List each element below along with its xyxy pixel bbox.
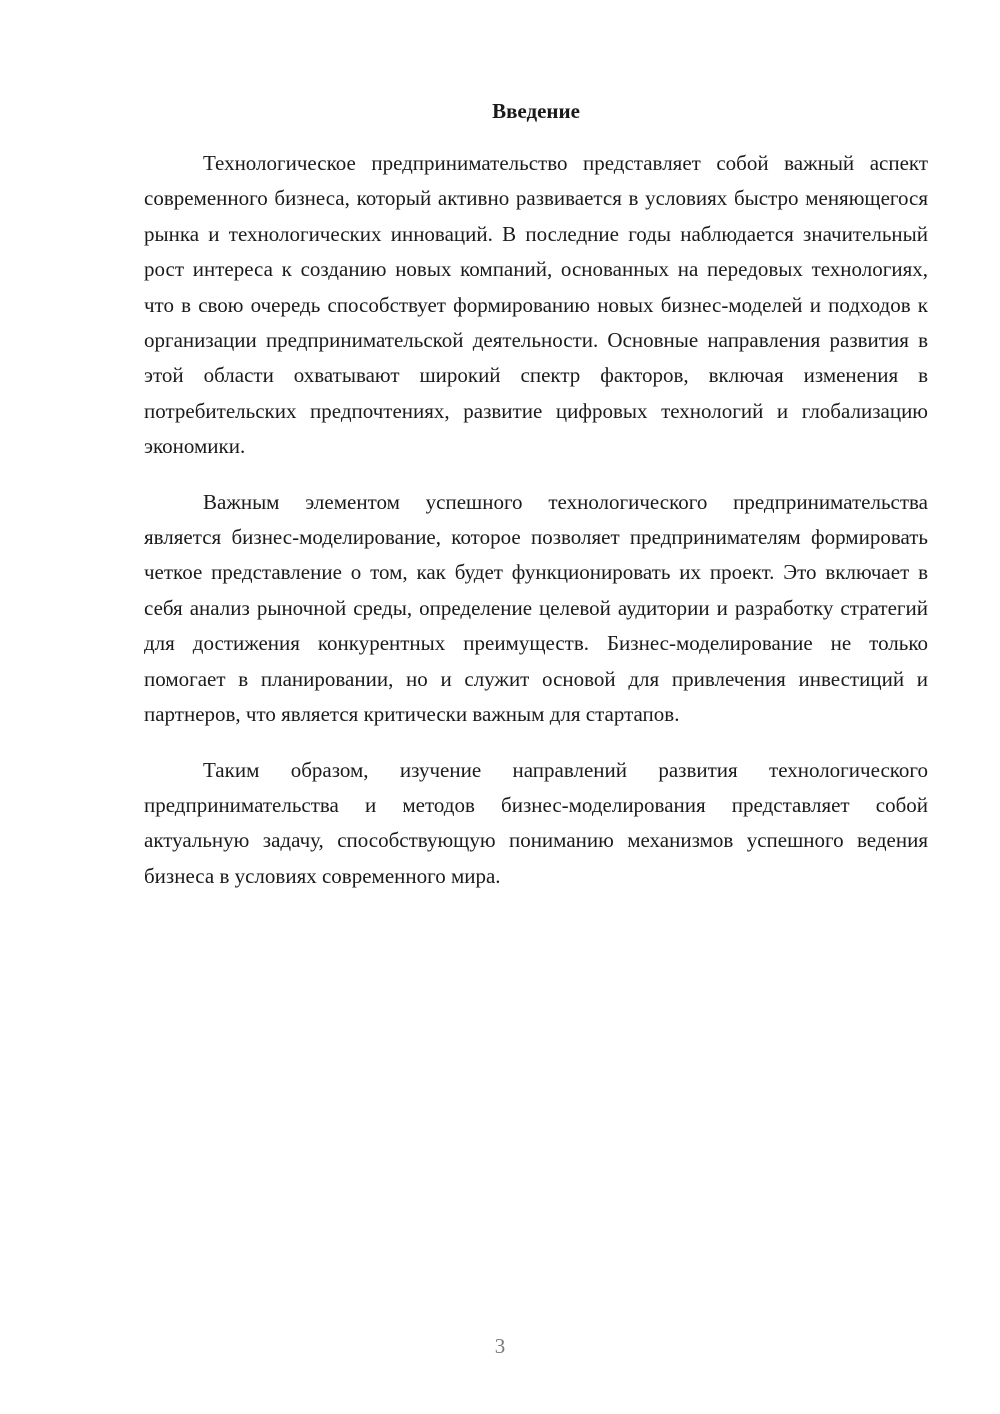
page-content [144,96,928,914]
paragraph-3: Таким образом, изучение направлений развития технологического предпринимательства и методов бизнес-моделирования представляет собой актуальную задачу, способствующую пониманию механизмов успешного ведения бизнеса в условиях современного мира. [144,757,928,888]
section-heading: Введение [492,99,580,123]
paragraph-2: Важным элементом успешного технологического предпринимательства является бизнес-моделирование, которое позволяет предпринимателям формировать четкое представление о том, как будет функционировать их проект. Это включает в себя анализ рыночной среды, определение целевой аудитории и разработку стратегий для достижения конкурентных преимуществ. Бизнес-моделирование не только помогает в планировании, но и служит основой для привлечения инвестиций и партнеров, что является критически важным для стартапов. [144,489,928,727]
paragraph-1: Технологическое предпринимательство представляет собой важный аспект современного бизнеса, который активно развивается в условиях быстро меняющегося рынка и технологических инноваций. В последние годы наблюдается значительный рост интереса к созданию новых компаний, основанных на передовых технологиях, что в свою очередь способствует формированию новых бизнес-моделей и подходов к организации предпринимательской деятельности. Основные направления развития в этой области охватывают широкий спектр факторов, включая изменения в потребительских предпочтениях, развитие цифровых технологий и глобализацию экономики. [144,151,928,459]
page-number: 3 [494,1334,506,1358]
